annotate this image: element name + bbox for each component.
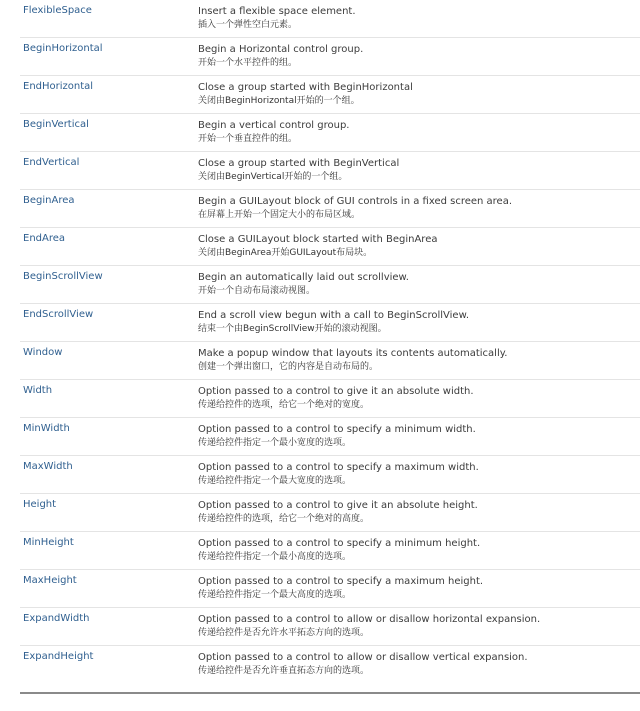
description-english: Option passed to a control to specify a maximum width.: [198, 462, 479, 473]
description-chinese: 传递给控件指定一个最小宽度的选项。: [198, 438, 352, 448]
description-english: Option passed to a control to give it an absolute width.: [198, 386, 474, 397]
description-english: Option passed to a control to give it an absolute height.: [198, 500, 478, 511]
api-member-name: BeginVertical: [23, 119, 89, 130]
table-row: [20, 646, 640, 694]
description-english: Option passed to a control to allow or disallow horizontal expansion.: [198, 614, 541, 625]
api-member-description: [198, 570, 640, 607]
api-member-description: [198, 418, 640, 455]
table-row: [20, 228, 640, 266]
api-member-name: Width: [23, 385, 53, 396]
table-row: [20, 0, 640, 38]
description-english: Begin a Horizontal control group.: [198, 44, 364, 55]
description-chinese: 传递给控件指定一个最大宽度的选项。: [198, 476, 352, 486]
api-member-description: [198, 494, 640, 531]
api-member-description: [198, 152, 640, 189]
api-member-name: Window: [23, 347, 63, 358]
table-row: [20, 76, 640, 114]
description-chinese: 插入一个弹性空白元素。: [198, 20, 298, 30]
api-member-description: [198, 380, 640, 417]
description-chinese: 结束一个由BeginScrollView开始的滚动视图。: [198, 324, 387, 334]
api-member-name: EndVertical: [23, 157, 80, 168]
api-member-description: [198, 228, 640, 265]
table-row: [20, 608, 640, 646]
description-english: End a scroll view begun with a call to BeginScrollView.: [198, 310, 470, 321]
description-chinese: 传递给控件的选项，给它一个绝对的宽度。: [198, 400, 370, 410]
api-member-description: [198, 456, 640, 493]
api-member-name: MinWidth: [23, 423, 70, 434]
description-english: Close a group started with BeginHorizontal: [198, 82, 413, 93]
api-member-description: [198, 266, 640, 303]
api-member-description: [198, 190, 640, 227]
description-chinese: 开始一个自动布局滚动视图。: [198, 286, 316, 296]
table-row: [20, 494, 640, 532]
table-row: [20, 418, 640, 456]
description-english: Begin a vertical control group.: [198, 120, 350, 131]
description-chinese: 开始一个垂直控件的组。: [198, 134, 298, 144]
api-member-name: ExpandHeight: [23, 651, 94, 662]
description-chinese: 创建一个弹出窗口，它的内容是自动布局的。: [198, 362, 379, 372]
description-chinese: 关闭由BeginVertical开始的一个组。: [198, 172, 348, 182]
api-member-description: [198, 304, 640, 341]
api-member-name: EndArea: [23, 233, 66, 244]
table-row: [20, 532, 640, 570]
description-english: Option passed to a control to allow or disallow vertical expansion.: [198, 652, 528, 663]
description-chinese: 传递给控件指定一个最大高度的选项。: [198, 590, 352, 600]
api-member-name: EndScrollView: [23, 309, 94, 320]
api-member-name: EndHorizontal: [23, 81, 94, 92]
api-member-description: [198, 608, 640, 645]
description-english: Option passed to a control to specify a maximum height.: [198, 576, 484, 587]
api-member-description: [198, 0, 640, 37]
api-member-name: ExpandWidth: [23, 613, 90, 624]
description-chinese: 传递给控件指定一个最小高度的选项。: [198, 552, 352, 562]
api-member-description: [198, 646, 640, 692]
api-member-name: FlexibleSpace: [23, 5, 92, 16]
table-row: [20, 456, 640, 494]
table-row: [20, 570, 640, 608]
description-english: Insert a flexible space element.: [198, 6, 356, 17]
description-english: Begin an automatically laid out scrollview.: [198, 272, 409, 283]
api-member-name: BeginHorizontal: [23, 43, 103, 54]
api-member-description: [198, 114, 640, 151]
api-member-name: Height: [23, 499, 57, 510]
api-member-name: BeginArea: [23, 195, 75, 206]
api-member-name: MaxWidth: [23, 461, 73, 472]
api-member-name: MinHeight: [23, 537, 74, 548]
description-chinese: 传递给控件是否允许垂直拓态方向的选项。: [198, 666, 370, 676]
description-chinese: 开始一个水平控件的组。: [198, 58, 298, 68]
api-member-name: MaxHeight: [23, 575, 77, 586]
table-row: [20, 342, 640, 380]
api-reference-table: [20, 0, 640, 694]
description-chinese: 关闭由BeginHorizontal开始的一个组。: [198, 96, 360, 106]
description-english: Make a popup window that layouts its contents automatically.: [198, 348, 508, 359]
api-member-name: BeginScrollView: [23, 271, 103, 282]
description-english: Close a group started with BeginVertical: [198, 158, 400, 169]
description-english: Close a GUILayout block started with BeginArea: [198, 234, 438, 245]
description-english: Option passed to a control to specify a minimum height.: [198, 538, 481, 549]
table-row: [20, 38, 640, 76]
table-row: [20, 190, 640, 228]
table-row: [20, 266, 640, 304]
description-chinese: 传递给控件是否允许水平拓态方向的选项。: [198, 628, 370, 638]
table-row: [20, 114, 640, 152]
description-chinese: 传递给控件的选项，给它一个绝对的高度。: [198, 514, 370, 524]
description-english: Begin a GUILayout block of GUI controls in a fixed screen area.: [198, 196, 513, 207]
description-english: Option passed to a control to specify a minimum width.: [198, 424, 476, 435]
table-row: [20, 152, 640, 190]
description-chinese: 在屏幕上开始一个固定大小的布局区域。: [198, 210, 361, 220]
table-row: [20, 304, 640, 342]
description-chinese: 关闭由BeginArea开始GUILayout布局块。: [198, 248, 373, 258]
table-row: [20, 380, 640, 418]
api-member-description: [198, 342, 640, 379]
api-member-description: [198, 76, 640, 113]
api-member-description: [198, 532, 640, 569]
api-member-description: [198, 38, 640, 75]
